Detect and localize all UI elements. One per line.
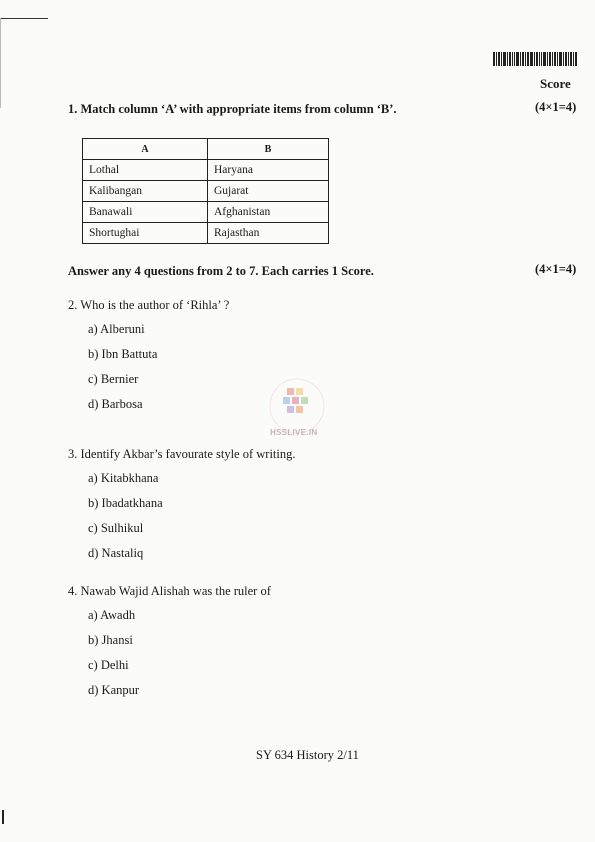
table-header-a: A: [83, 139, 208, 160]
option-item: c) Delhi: [88, 658, 129, 672]
option-item: d) Barbosa: [88, 397, 143, 411]
option-item: d) Nastaliq: [88, 546, 144, 560]
option-item: c) Sulhikul: [88, 521, 144, 535]
option-item: a) Alberuni: [88, 322, 145, 336]
table-cell: Gujarat: [208, 181, 329, 202]
match-table: [82, 138, 329, 244]
option-item: b) Ibadatkhana: [88, 496, 163, 510]
instruction-text: Answer any 4 questions from 2 to 7. Each carries 1 Score.: [68, 264, 374, 278]
question-4-text: 4. Nawab Wajid Alishah was the ruler of: [68, 584, 271, 598]
table-cell: Shortughai: [83, 223, 208, 244]
instruction-marks: (4×1=4): [535, 262, 577, 276]
page-edge-mark: [2, 810, 4, 824]
option-item: a) Kitabkhana: [88, 471, 159, 485]
page-corner-line: [0, 18, 48, 19]
table-cell: Lothal: [83, 160, 208, 181]
barcode: [493, 52, 577, 66]
table-header-row: [83, 139, 329, 160]
table-cell: Haryana: [208, 160, 329, 181]
option-item: c) Bernier: [88, 372, 139, 386]
score-label: Score: [540, 76, 571, 91]
option-item: a) Awadh: [88, 608, 136, 622]
question-1-marks: (4×1=4): [535, 100, 577, 114]
question-1-text: 1. Match column ‘A’ with appropriate items from column ‘B’.: [68, 102, 397, 116]
table-row: [83, 160, 329, 181]
option-item: d) Kanpur: [88, 683, 140, 697]
table-row: [83, 223, 329, 244]
table-row: [83, 202, 329, 223]
table-cell: Afghanistan: [208, 202, 329, 223]
table-cell: Rajasthan: [208, 223, 329, 244]
watermark-text: HSSLIVE.IN: [270, 428, 318, 437]
table-row: [83, 181, 329, 202]
option-item: b) Ibn Battuta: [88, 347, 158, 361]
option-item: b) Jhansi: [88, 633, 133, 647]
page-corner-line: [0, 18, 1, 108]
question-3-text: 3. Identify Akbar’s favourate style of writing.: [68, 447, 296, 461]
table-cell: Banawali: [83, 202, 208, 223]
table-header-b: B: [208, 139, 329, 160]
question-2-text: 2. Who is the author of ‘Rihla’ ?: [68, 298, 230, 312]
footer-code: SY 634 History 2/11: [256, 748, 359, 762]
table-cell: Kalibangan: [83, 181, 208, 202]
